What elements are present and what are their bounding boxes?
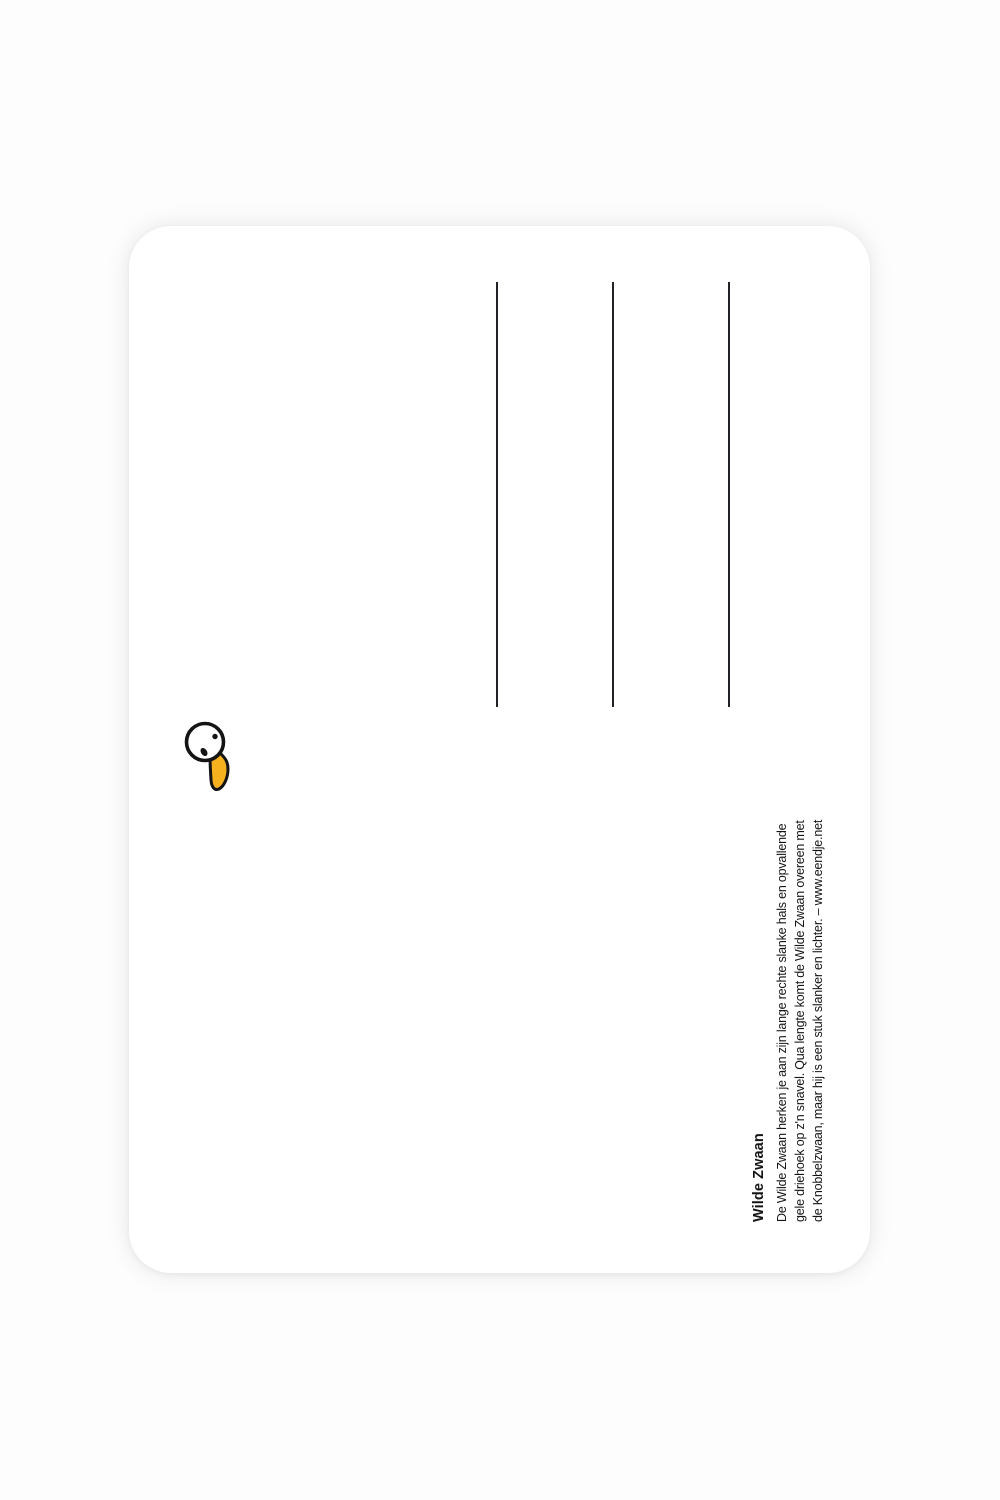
address-line bbox=[612, 282, 614, 707]
swan-head-icon bbox=[180, 712, 234, 794]
species-description-line: de Knobbelzwaan, maar hij is een stuk slanker en lichter. – www.eendje.net bbox=[811, 819, 825, 1222]
postcard-back bbox=[129, 226, 870, 1273]
species-description-line: De Wilde Zwaan herken je aan zijn lange rechte slanke hals en opvallende bbox=[775, 823, 789, 1222]
species-info-block bbox=[751, 787, 827, 1222]
address-line bbox=[496, 282, 498, 707]
species-description-line: gele driehoek op z'n snavel. Qua lengte komt de Wilde Zwaan overeen met bbox=[793, 820, 807, 1222]
species-title: Wilde Zwaan bbox=[751, 1133, 767, 1222]
address-line bbox=[728, 282, 730, 707]
